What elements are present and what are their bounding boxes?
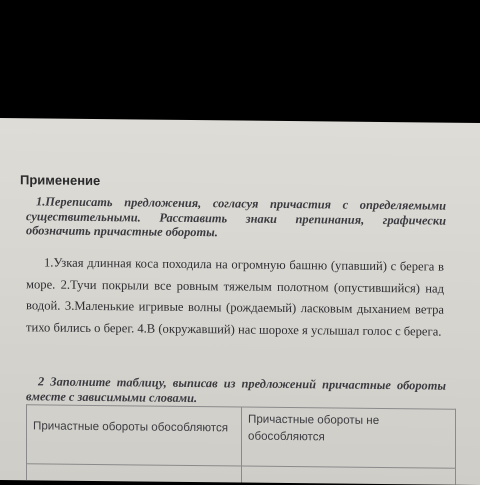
table-row (27, 464, 456, 485)
exercise-text: 1.Узкая длинная коса походила на огромную башню (упавший) с берега в море. 2.Тучи покрыли все ровным тяжелым полотном (опустившийся) над водой. 3.Маленькие игривые волны (рождаемый) ласковым дыханием ветра тихо бились о берег. 4.В (окружавший) нас шорохе я услышал голос с берега. (26, 255, 444, 339)
task-2-instruction: 2 Заполните таблицу, выписав из предложений причастные обороты вместе с зависимыми словами. (26, 374, 446, 405)
table-cell (242, 466, 456, 485)
task-1-instruction: 1.Переписать предложения, согласуя причастия с определяемыми существительными. Расставить знаки препинания, графически обозначить причастные обороты. (26, 194, 446, 240)
table-header-row (27, 405, 456, 468)
header-cell-not-separated: Причастные обороты не обособляются (242, 407, 456, 468)
participle-table (26, 404, 456, 485)
table-cell (27, 464, 242, 485)
header-cell-separated: Причастные обороты обособляются (27, 405, 242, 466)
textbook-page (0, 118, 480, 485)
section-title: Применение (20, 172, 101, 189)
